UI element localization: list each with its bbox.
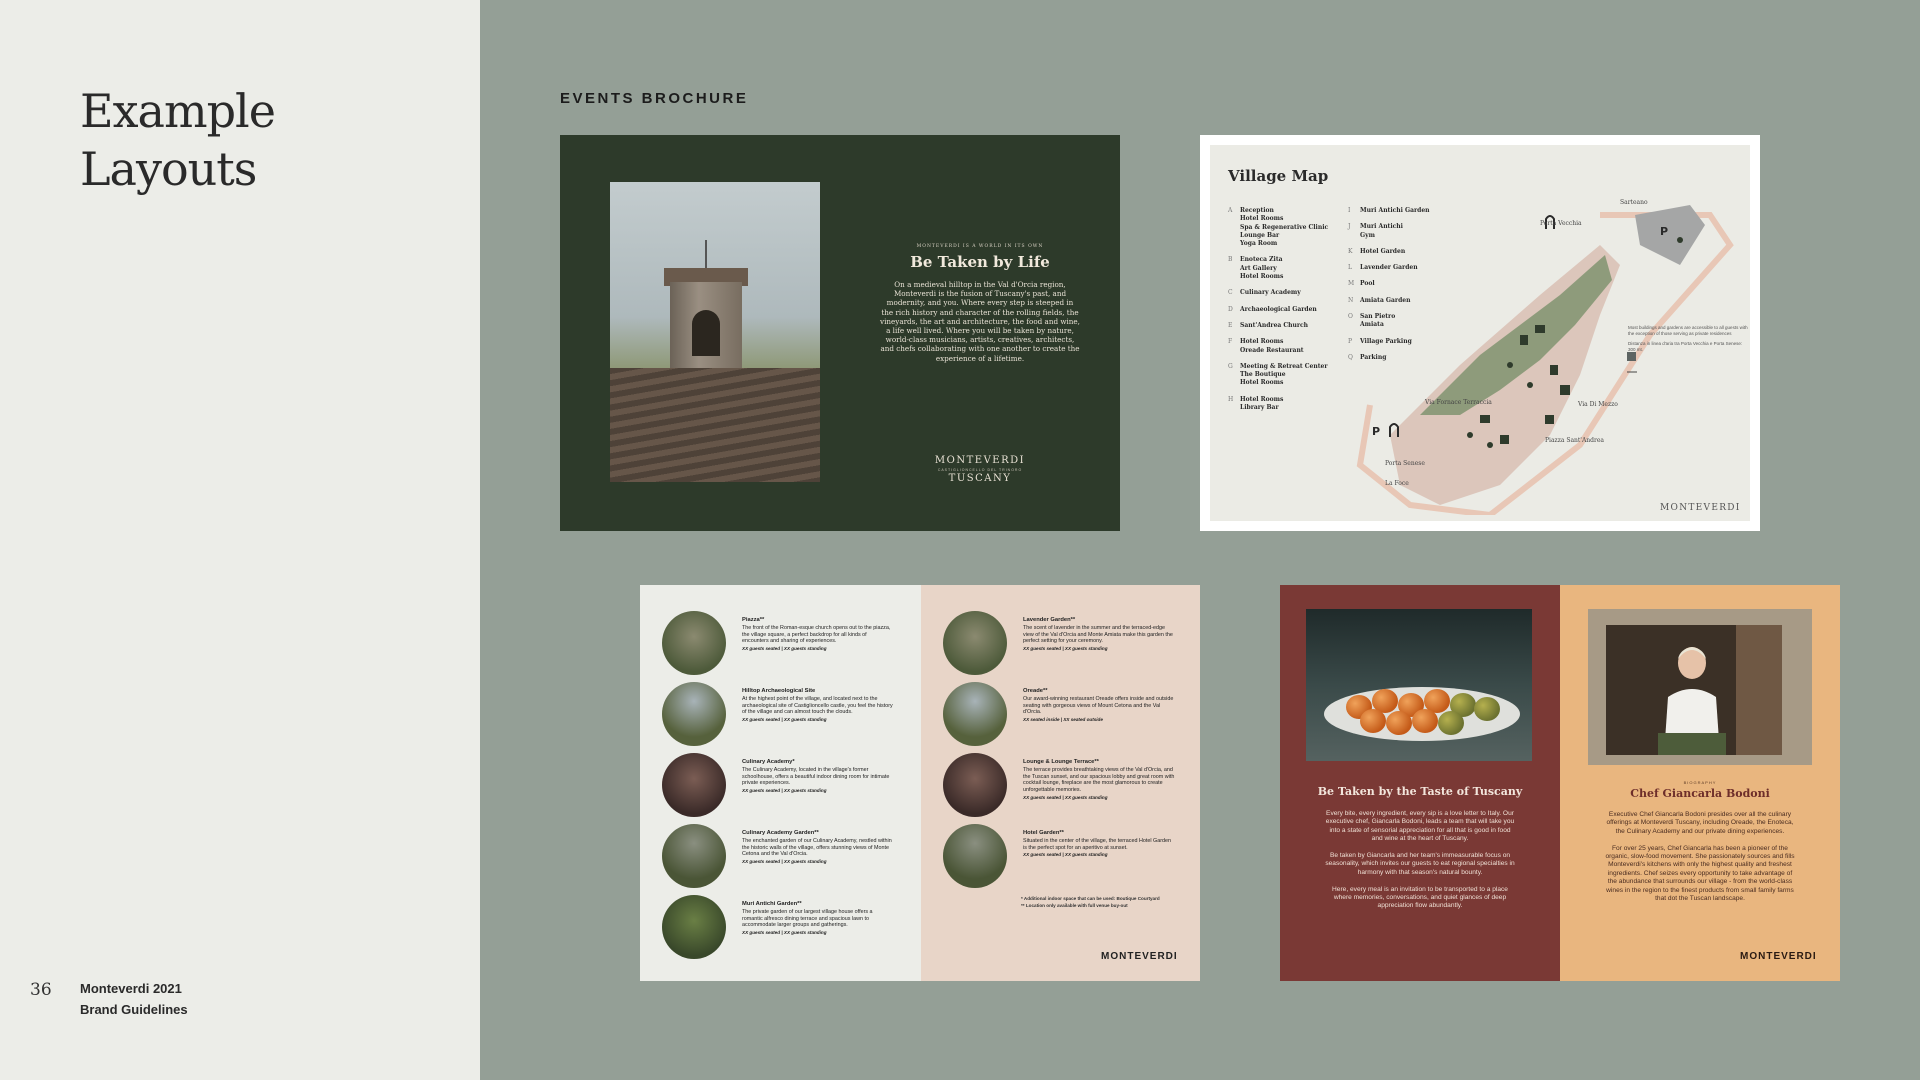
- cover-title: Be Taken by Life: [910, 253, 1050, 271]
- parking-marker-icon: P: [1660, 225, 1669, 238]
- legend-letter: Q: [1348, 353, 1353, 361]
- venue-thumbnail: [662, 682, 726, 746]
- chef-portrait: [1658, 637, 1726, 755]
- footer-brand: [80, 978, 188, 1020]
- venue-meta: XX guests seated | XX guests standing: [742, 788, 827, 794]
- map-marker: [1677, 237, 1683, 243]
- legend-place: Hotel Rooms: [1240, 215, 1284, 223]
- legend-names: [1240, 289, 1301, 297]
- map-logo: MONTEVERDI: [1660, 503, 1741, 513]
- map-building: [1535, 325, 1545, 333]
- footer-line2: Brand Guidelines: [80, 1002, 188, 1017]
- legend-place: Library Bar: [1240, 404, 1279, 412]
- venue-text: [742, 617, 894, 653]
- legend-swatch: [1627, 352, 1636, 361]
- map-building: [1545, 415, 1554, 424]
- cover-body: On a medieval hilltop in the Val d'Orcia region, Monteverdi is the fusion of Tuscany's past, and modernity, and you. Where every step is steeped in the rich history and character of the rolling fields, the vineyards, the art and architecture, the food and wine, a life well lived. Where you will be taken by nature, world-class musicians, artists, creatives, architects, and chefs collaborating with one another to create the experience of a lifetime.: [880, 280, 1080, 363]
- venue-meta: XX seated inside | XX seated outside: [1023, 717, 1103, 723]
- map-building: [1500, 435, 1509, 444]
- legend-names: [1240, 256, 1283, 281]
- legend-letter: M: [1348, 280, 1355, 288]
- legend-place: The Boutique: [1240, 371, 1286, 379]
- chef-paragraph: For over 25 years, Chef Giancarla has been a pioneer of the organic, slow-food movement. She passionately sources and fills Monteverdi's kitchens with only the highest quality and freshest ingredients. Chef seizes every opportunity to take advantage of the abundance that surrounds our village - from the world-class wines in the region to the finest products from small family farms that dot the Tuscan landscape.: [1605, 844, 1795, 903]
- legend-entry: [1228, 256, 1348, 281]
- legend-place: Parking: [1360, 353, 1387, 361]
- venues-right-page: [921, 585, 1200, 981]
- map-label-la-foce: La Foce: [1385, 480, 1409, 487]
- legend-place: Hotel Rooms: [1240, 338, 1284, 346]
- map-note-distance: Distanza in linea d'aria tra Porta Vecchia e Porta Senese: 300 mt.: [1628, 341, 1743, 352]
- legend-place: Culinary Academy: [1240, 289, 1301, 297]
- venue-meta: XX guests seated | XX guests standing: [742, 717, 827, 723]
- cover-logo-region: TUSCANY: [948, 473, 1012, 484]
- map-note: [1628, 325, 1748, 353]
- cover-logo-name: MONTEVERDI: [934, 455, 1026, 466]
- venue-meta: XX guests seated | XX guests standing: [1023, 852, 1108, 858]
- chef-kicker: BIOGRAPHY: [1683, 780, 1717, 785]
- food-paragraph: Here, every meal is an invitation to be transported to a place where memories, conversations, and quiet glances of deep appreciation flow abundantly.: [1332, 885, 1508, 910]
- venue-desc: The terrace provides breathtaking views of the Val d'Orcia, and the Tuscan sunset, and our spacious lobby and great room with cocktail lounge, fireplace are the most glamorous to create unforgettable memories.: [1023, 766, 1175, 794]
- venue-desc: Situated in the center of the village, the terraced Hotel Garden is the perfect spot for an aperitivo at sunset.: [1023, 837, 1172, 851]
- map-building: [1560, 385, 1570, 395]
- venue-desc: At the highest point of the village, and located next to the archaeological site of Castiglioncello castle, you feel the history of the village and can almost touch the clouds.: [742, 695, 893, 716]
- map-label-sarteano: Sarteano: [1620, 199, 1648, 206]
- venue-thumbnail: [943, 824, 1007, 888]
- legend-names: [1240, 338, 1304, 355]
- venue-text: [1023, 617, 1175, 653]
- map-title: Village Map: [1228, 167, 1329, 185]
- chef-photo: [1588, 609, 1812, 765]
- venue-text: [742, 688, 894, 724]
- venue-name: Lavender Garden**: [1023, 617, 1076, 623]
- legend-place: Yoga Room: [1240, 240, 1278, 248]
- map-label-porta-senese: Porta Senese: [1385, 460, 1425, 467]
- chef-body: [1604, 811, 1796, 912]
- venue-desc: The Culinary Academy, located in the village's former schoolhouse, offers a beautiful indoor dining room for intimate private experiences.: [742, 766, 890, 787]
- legend-place: Meeting & Retreat Center: [1240, 362, 1328, 370]
- village-map-page: [1200, 135, 1760, 531]
- village-map-inner: [1210, 145, 1750, 521]
- legend-place: Lavender Garden: [1360, 264, 1418, 272]
- venue-thumbnail: [662, 895, 726, 959]
- parking-area: [1635, 205, 1705, 265]
- map-label-piazza: Piazza Sant'Andrea: [1545, 437, 1604, 444]
- food-page: [1280, 585, 1560, 981]
- food-title: Be Taken by the Taste of Tuscany: [1317, 785, 1523, 798]
- venue-desc: The private garden of our largest village house offers a romantic alfresco dining terrace and spacious lawn to accommodate larger groups and gatherings.: [742, 908, 873, 929]
- venue-thumbnail: [662, 824, 726, 888]
- bell-tower-photo: [610, 182, 820, 482]
- venue-thumbnail: [943, 753, 1007, 817]
- venue-name: Culinary Academy Garden**: [742, 830, 819, 836]
- legend-entry: [1228, 306, 1348, 314]
- map-marker: [1527, 382, 1533, 388]
- venue-name: Lounge & Lounge Terrace**: [1023, 759, 1099, 765]
- map-label-via-fornace: Via Fornace Terraccia: [1425, 399, 1492, 406]
- venue-thumbnail: [662, 753, 726, 817]
- legend-entry: [1228, 363, 1348, 388]
- legend-place: Art Gallery: [1240, 264, 1277, 272]
- legend-entry: [1228, 207, 1348, 248]
- legend-letter: G: [1228, 362, 1233, 370]
- venues-left-page: [640, 585, 921, 981]
- culinary-spread: [1280, 585, 1840, 981]
- venue-name: Piazza**: [742, 617, 765, 623]
- venue-thumbnail: [662, 611, 726, 675]
- legend-letter: N: [1348, 296, 1354, 304]
- legend-letter: E: [1228, 321, 1233, 329]
- legend-letter: O: [1348, 313, 1353, 321]
- venue-meta: XX guests seated | XX guests standing: [742, 930, 827, 936]
- section-label: EVENTS BROCHURE: [560, 90, 749, 107]
- legend-letter: H: [1228, 395, 1234, 403]
- footer-line1: Monteverdi 2021: [80, 981, 182, 996]
- map-note-buildings: Most buildings and gardens are accessible to all guests with the exception of those serving as private residences: [1628, 325, 1748, 336]
- legend-place: Enoteca Zita: [1240, 256, 1283, 264]
- page-title-line2: Layouts: [80, 142, 257, 196]
- food-paragraph: Every bite, every ingredient, every sip is a love letter to Italy. Our executive chef, Giancarla Bodoni, leads a team that will take you into a state of sensorial appreciation for all that is good in food and wine at the heart of Tuscany.: [1325, 810, 1515, 843]
- venue-thumbnail: [943, 682, 1007, 746]
- food-photo: [1306, 609, 1532, 761]
- chef-paragraph: Executive Chef Giancarla Bodoni presides over all the culinary offerings at Monteverdi Tuscany, including Oreade, the Enoteca, the Culinary Academy and our private dining experiences.: [1606, 811, 1794, 835]
- venue-meta: XX guests seated | XX guests standing: [742, 859, 827, 865]
- brochure-cover: [560, 135, 1120, 531]
- venue-name: Muri Antichi Garden**: [742, 901, 802, 907]
- parking-marker-icon: P: [1372, 425, 1381, 438]
- venue-thumbnail: [943, 611, 1007, 675]
- venue-name: Hilltop Archaeological Site: [742, 688, 816, 694]
- venues-spread: [640, 585, 1200, 981]
- legend-place: Hotel Rooms: [1240, 379, 1284, 387]
- venue-text: [742, 901, 894, 937]
- chef-page: [1560, 585, 1840, 981]
- legend-names: [1240, 363, 1328, 388]
- cover-logo-sub: CASTIGLIONCELLO DEL TRINORO: [937, 468, 1023, 472]
- venue-text: [1023, 759, 1175, 802]
- legend-place: Hotel Rooms: [1240, 273, 1284, 281]
- legend-place: Hotel Garden: [1360, 247, 1406, 255]
- legend-letter: J: [1348, 223, 1351, 231]
- legend-names: [1240, 306, 1317, 314]
- legend-letter: I: [1348, 207, 1351, 214]
- legend-place: Amiata: [1360, 321, 1384, 329]
- map-legend-left: [1228, 207, 1348, 420]
- venue-desc: The front of the Roman-esque church opens out to the piazza, the village square, a perfect backdrop for all kinds of encounters and sharing of experiences.: [742, 624, 891, 645]
- venue-meta: XX guests seated | XX guests standing: [742, 646, 827, 652]
- map-label-via-di-mezzo: Via Di Mezzo: [1578, 401, 1618, 408]
- legend-place: Spa & Regenerative Clinic: [1240, 223, 1329, 231]
- venue-desc: The scent of lavender in the summer and the terraced-edge view of the Val d'Orcia and Monte Amiata make this garden the perfect setting for your ceremony.: [1023, 624, 1173, 645]
- legend-letter: K: [1348, 247, 1353, 255]
- venue-text: [1023, 688, 1175, 724]
- venue-desc: Our award-winning restaurant Oreade offers inside and outside seating with gorgeous views of Mount Cetona and the Val d'Orcia.: [1023, 695, 1174, 716]
- venue-note-2: ** Location only available with full venue buy-out: [1021, 903, 1128, 908]
- venue-text: [742, 759, 894, 795]
- venue-meta: XX guests seated | XX guests standing: [1023, 794, 1108, 800]
- legend-place: Gym: [1360, 231, 1375, 239]
- venue-desc: The enchanted garden of our Culinary Academy, nestled within the historic walls of the village, offers stunning views of Monte Cetona and the Val d'Orcia.: [742, 837, 892, 858]
- legend-entry: [1228, 322, 1348, 330]
- page-title: [80, 82, 275, 198]
- venue-note-1: * Additional indoor space that can be used: Boutique Courtyard: [1021, 896, 1160, 901]
- food-body: [1324, 810, 1516, 919]
- venue-meta: XX guests seated | XX guests standing: [1023, 646, 1108, 652]
- map-building: [1520, 335, 1528, 345]
- legend-place: Reception: [1240, 207, 1274, 214]
- venue-name: Hotel Garden**: [1023, 830, 1064, 836]
- legend-place: Muri Antichi Garden: [1360, 207, 1430, 214]
- legend-letter: C: [1228, 289, 1233, 297]
- legend-place: Sant'Andrea Church: [1240, 321, 1309, 329]
- legend-names: [1240, 396, 1283, 413]
- legend-entry: [1228, 396, 1348, 413]
- legend-letter: P: [1348, 337, 1353, 345]
- venue-name: Culinary Academy*: [742, 759, 795, 765]
- legend-place: Oreade Restaurant: [1240, 346, 1304, 354]
- legend-entry: [1228, 338, 1348, 355]
- legend-place: Archaeological Garden: [1240, 305, 1317, 313]
- page-title-line1: Example: [80, 84, 275, 138]
- legend-place: San Pietro: [1360, 313, 1396, 321]
- food-paragraph: Be taken by Giancarla and her team's immeasurable focus on seasonality, which invites our guests to eat regional specialties in harmony with that season's natural bounty.: [1325, 852, 1515, 876]
- map-marker: [1507, 362, 1513, 368]
- venue-text: [742, 830, 894, 866]
- left-panel: [0, 0, 480, 1080]
- legend-place: Lounge Bar: [1240, 231, 1280, 239]
- cover-kicker: MONTEVERDI IS A WORLD IN ITS OWN: [916, 244, 1044, 249]
- legend-letter: L: [1348, 264, 1352, 272]
- legend-place: Hotel Rooms: [1240, 395, 1284, 403]
- map-building: [1480, 415, 1490, 423]
- map-label-porta-vecchia: Porta Vecchia: [1540, 220, 1582, 227]
- venues-logo: MONTEVERDI: [1101, 951, 1178, 962]
- legend-letter: F: [1228, 338, 1233, 346]
- map-marker: [1467, 432, 1473, 438]
- legend-names: [1240, 322, 1308, 330]
- legend-place: Pool: [1360, 280, 1375, 288]
- venue-notes: [1021, 895, 1181, 909]
- page-number: 36: [30, 980, 52, 1000]
- legend-names: [1240, 207, 1328, 248]
- chef-title: Chef Giancarla Bodoni: [1630, 787, 1770, 800]
- legend-letter: B: [1228, 256, 1233, 264]
- legend-place: Village Parking: [1360, 337, 1412, 345]
- venue-text: [1023, 830, 1175, 859]
- legend-letter: D: [1228, 305, 1233, 313]
- map-building: [1550, 365, 1558, 375]
- legend-entry: [1228, 289, 1348, 297]
- venue-name: Oreade**: [1023, 688, 1048, 694]
- chef-logo: MONTEVERDI: [1740, 951, 1817, 962]
- legend-place: Amiata Garden: [1360, 296, 1411, 304]
- legend-letter: A: [1228, 207, 1233, 214]
- legend-place: Muri Antichi: [1360, 223, 1403, 231]
- map-marker: [1487, 442, 1493, 448]
